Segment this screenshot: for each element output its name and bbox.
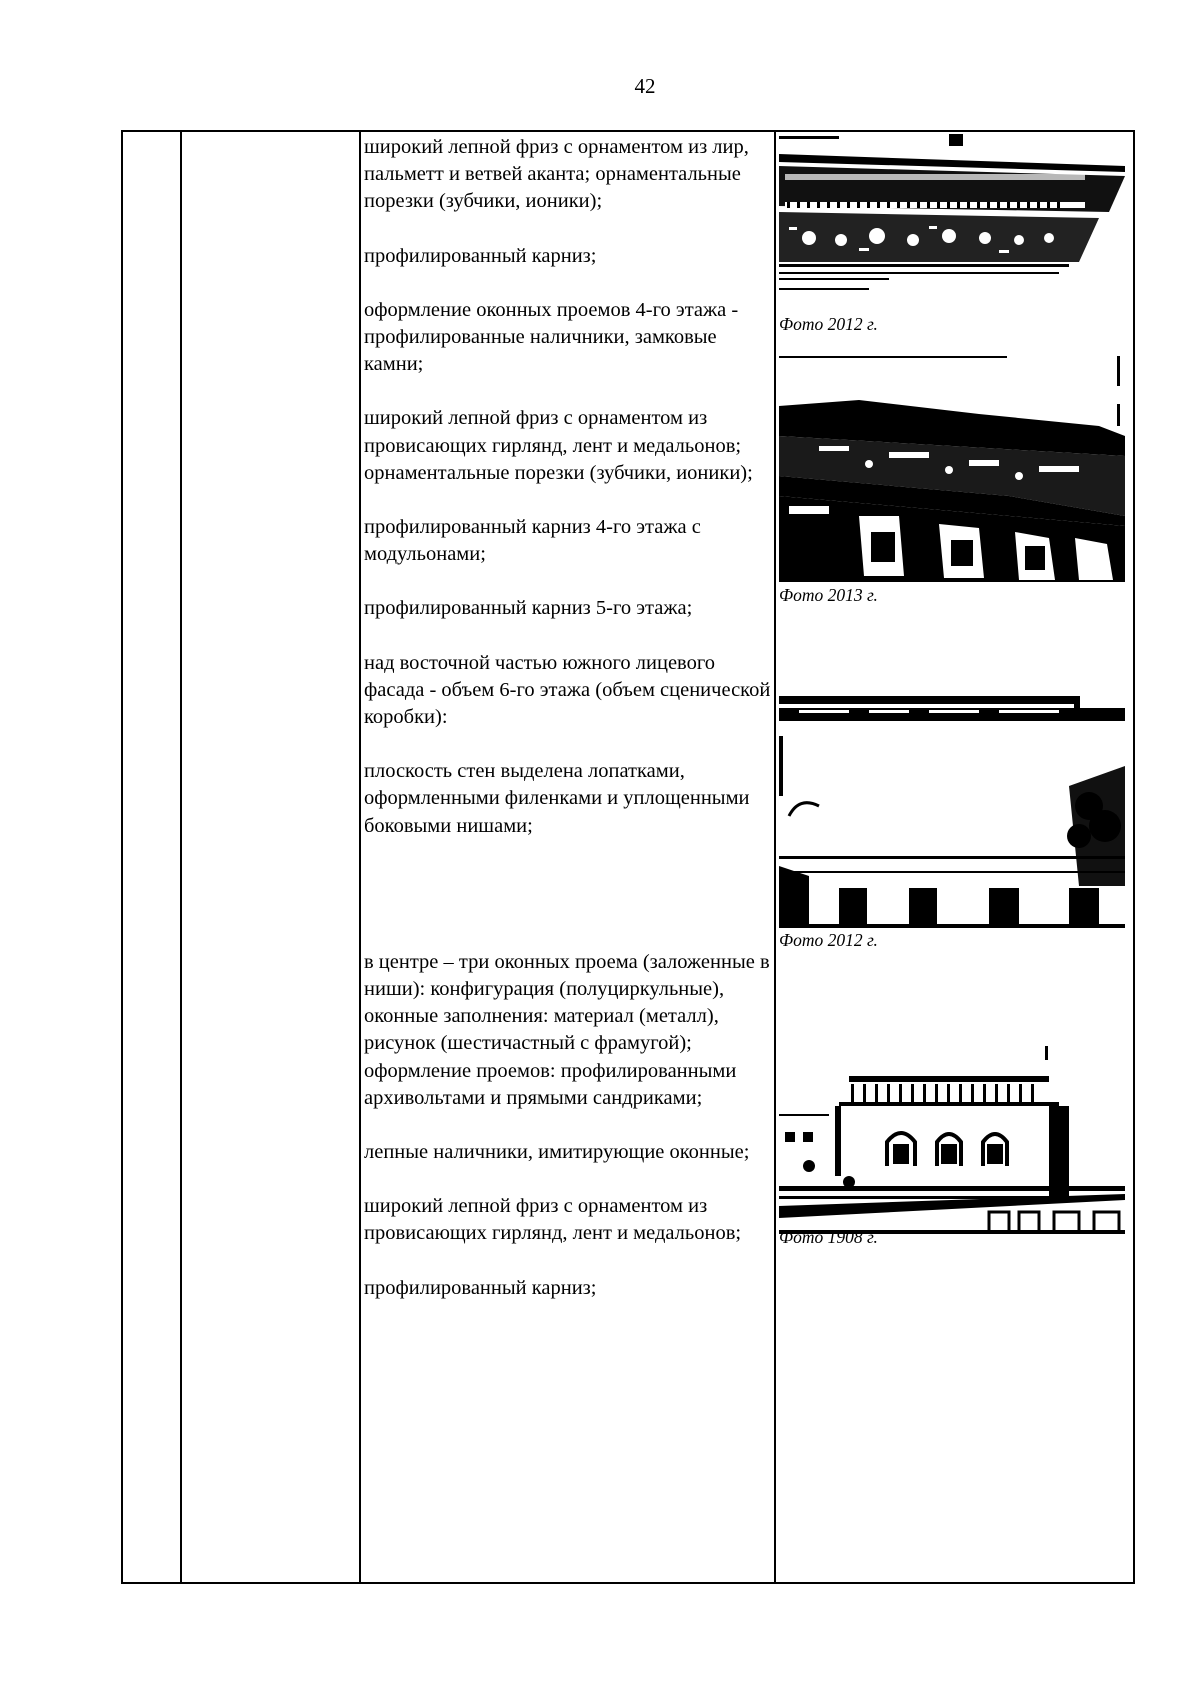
photo-stage-box <box>779 696 1125 928</box>
paragraph-7: над восточной частью южного лицевого фасада - объем 6-го этажа (объем сценической коробки): <box>364 651 771 729</box>
column-divider-3 <box>774 132 776 1582</box>
photo-frieze-2 <box>779 356 1125 582</box>
page-number: 42 <box>634 74 656 98</box>
photo-caption-2: Фото 2013 г. <box>779 585 878 605</box>
paragraph-3: оформление оконных проемов 4-го этажа - профилированные наличники, замковые камни; <box>364 298 739 376</box>
column-divider-2 <box>359 132 361 1582</box>
paragraph-4: широкий лепной фриз с орнаментом из провисающих гирлянд, лент и медальонов; орнаментальные порезки (зубчики, ионики); <box>364 407 753 484</box>
photo-caption-4: Фото 1908 г. <box>779 1227 878 1247</box>
paragraph-1: широкий лепной фриз с орнаментом из лир, пальметт и ветвей аканта; орнаментальные порезки (зубчики, ионики); <box>364 136 749 213</box>
photo-frieze-1 <box>779 132 1125 312</box>
paragraph-6: профилированный карниз 5-го этажа; <box>364 597 693 620</box>
paragraph-10: лепные наличники, имитирующие оконные; <box>364 1141 750 1164</box>
photo-caption-1: Фото 2012 г. <box>779 314 878 334</box>
paragraph-9: в центре – три оконных проема (заложенные в ниши): конфигурация (полуциркульные), оконные заполнения: материал (металл), рисунок (шестичастный с фрамугой); оформление проемов: профилированными архивольтами и прямыми сандриками; <box>364 950 770 1109</box>
photo-historic-1908 <box>779 1046 1125 1234</box>
paragraph-2: профилированный карниз; <box>364 244 597 267</box>
description-text-column <box>364 134 774 1302</box>
photo-caption-3: Фото 2012 г. <box>779 930 878 950</box>
paragraph-5: профилированный карниз 4-го этажа с модульонами; <box>364 516 701 566</box>
paragraph-12: профилированный карниз; <box>364 1276 597 1299</box>
paragraph-11: широкий лепной фриз с орнаментом из провисающих гирлянд, лент и медальонов; <box>364 1195 742 1245</box>
column-divider-1 <box>180 132 182 1582</box>
paragraph-8: плоскость стен выделена лопатками, оформленными филенками и уплощенными боковыми нишами; <box>364 760 750 837</box>
